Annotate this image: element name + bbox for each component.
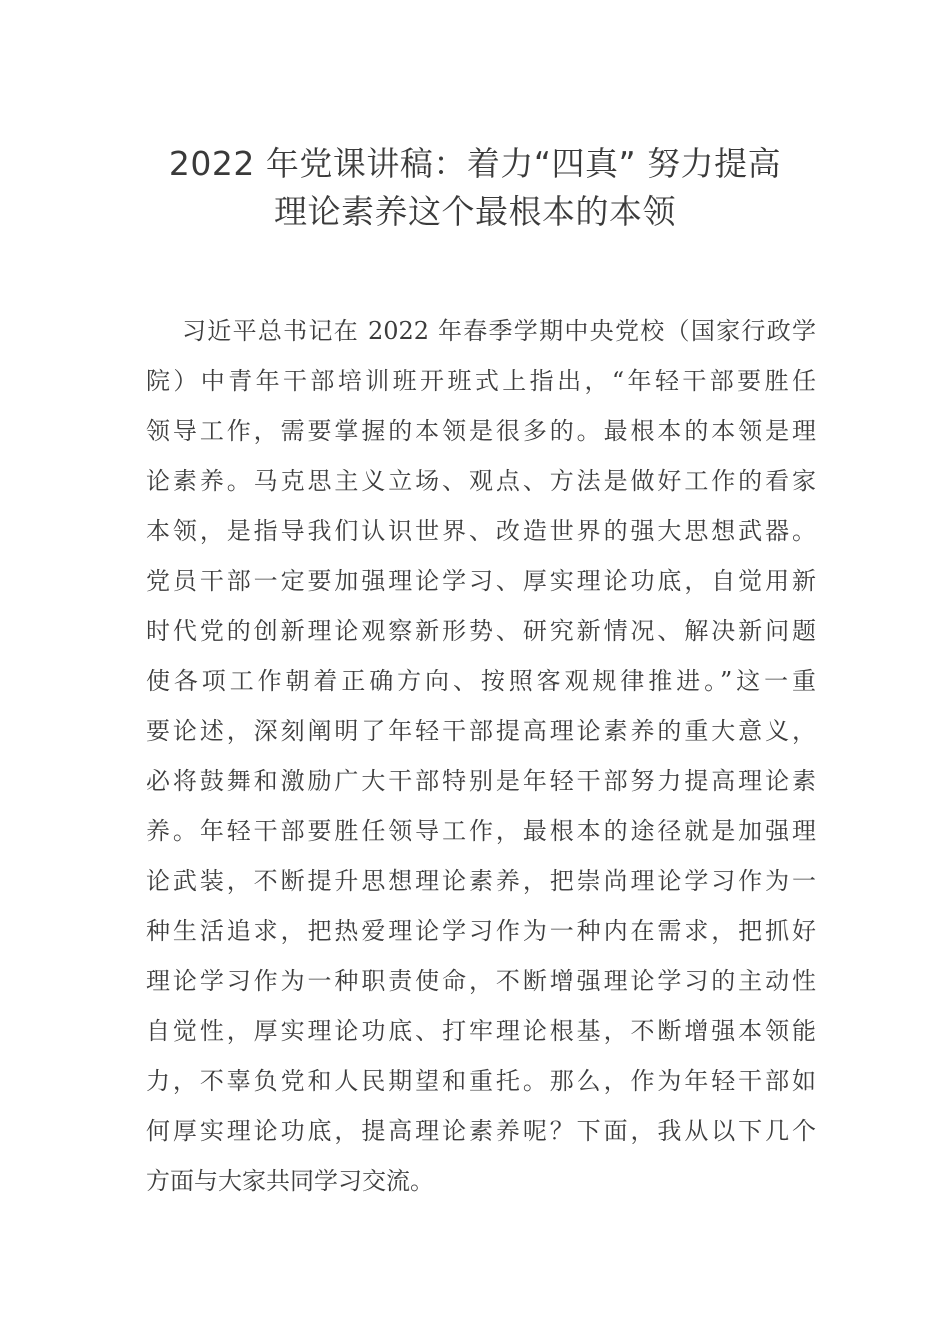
body-line: 力，不辜负党和人民期望和重托。那么，作为年轻干部如	[146, 1067, 816, 1095]
body-line: 院）中青年干部培训班开班式上指出，“年轻干部要胜任	[146, 367, 816, 395]
body-line: 种生活追求，把热爱理论学习作为一种内在需求，把抓好	[146, 917, 816, 945]
body-line: 自觉性，厚实理论功底、打牢理论根基，不断增强本领能	[146, 1017, 816, 1045]
document-body	[146, 306, 816, 1206]
body-line: 论素养。马克思主义立场、观点、方法是做好工作的看家	[146, 467, 816, 495]
title-line: 2022 年党课讲稿：着力“四真” 努力提高	[168, 144, 782, 183]
title-line: 理论素养这个最根本的本领	[274, 192, 676, 231]
body-line: 要论述，深刻阐明了年轻干部提高理论素养的重大意义，	[146, 717, 816, 745]
body-line: 习近平总书记在 2022 年春季学期中央党校（国家行政学	[182, 317, 816, 345]
body-line: 方面与大家共同学习交流。	[146, 1167, 434, 1195]
document-title	[120, 140, 830, 236]
body-line: 本领，是指导我们认识世界、改造世界的强大思想武器。	[146, 517, 816, 545]
body-line: 领导工作，需要掌握的本领是很多的。最根本的本领是理	[146, 417, 816, 445]
body-line: 理论学习作为一种职责使命，不断增强理论学习的主动性	[146, 967, 816, 995]
body-line: 使各项工作朝着正确方向、按照客观规律推进。”这一重	[146, 667, 816, 695]
body-line: 论武装，不断提升思想理论素养，把崇尚理论学习作为一	[146, 867, 816, 895]
body-line: 何厚实理论功底，提高理论素养呢？下面，我从以下几个	[146, 1117, 816, 1145]
body-line: 时代党的创新理论观察新形势、研究新情况、解决新问题	[146, 617, 816, 645]
body-line: 党员干部一定要加强理论学习、厚实理论功底，自觉用新	[146, 567, 816, 595]
body-line: 必将鼓舞和激励广大干部特别是年轻干部努力提高理论素	[146, 767, 816, 795]
body-line: 养。年轻干部要胜任领导工作，最根本的途径就是加强理	[146, 817, 816, 845]
